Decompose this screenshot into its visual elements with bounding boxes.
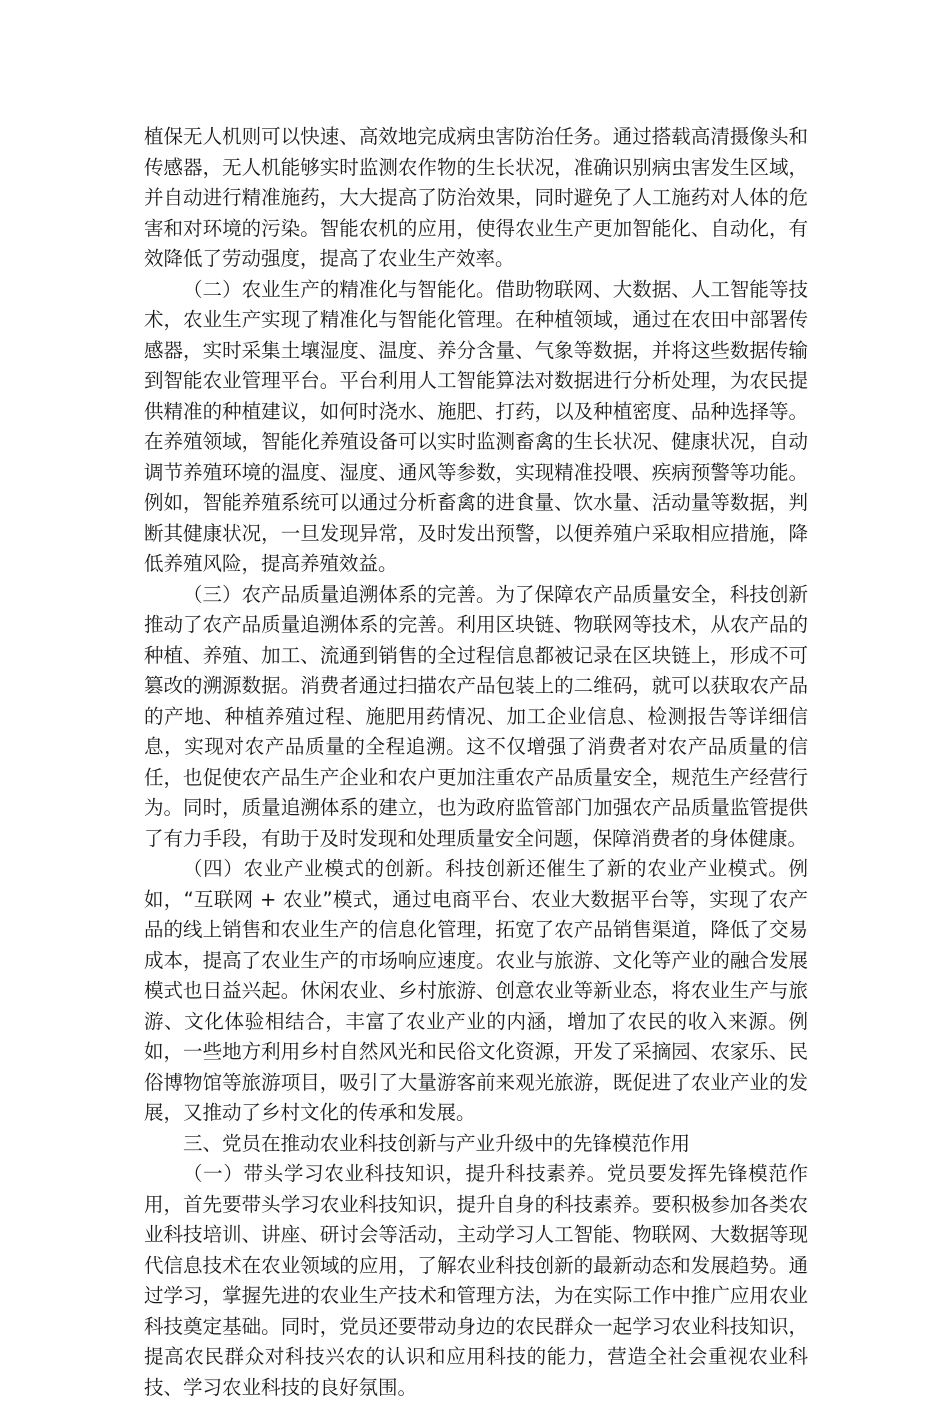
paragraph-precision-farming: （二）农业生产的精准化与智能化。借助物联网、大数据、人工智能等技术，农业生产实现了精准化与智能化管理。在种植领域，通过在农田中部署传感器，实时采集土壤湿度、温度、养分含量、气象等数据，并将这些数据传输到智能农业管理平台。平台利用人工智能算法对数据进行分析处理，为农民提供精准的种植建议，如何时浇水、施肥、打药，以及种植密度、品种选择等。在养殖领域，智能化养殖设备可以实时监测畜禽的生长状况、健康状况，自动调节养殖环境的温度、湿度、通风等参数，实现精准投喂、疾病预警等功能。例如，智能养殖系统可以通过分析畜禽的进食量、饮水量、活动量等数据，判断其健康状况，一旦发现异常，及时发出预警，以便养殖户采取相应措施，降低养殖风险，提高养殖效益。 — [144, 277, 808, 575]
paragraph-continuation: 植保无人机则可以快速、高效地完成病虫害防治任务。通过搭载高清摄像头和传感器，无人机能够实时监测农作物的生长状况，准确识别病虫害发生区域，并自动进行精准施药，大大提高了防治效果，同时避免了人工施药对人体的危害和对环境的污染。智能农机的应用，使得农业生产更加智能化、自动化，有效降低了劳动强度，提高了农业生产效率。 — [144, 125, 808, 270]
paragraph-party-study: （一）带头学习农业科技知识，提升科技素养。党员要发挥先锋模范作用，首先要带头学习农业科技知识，提升自身的科技素养。要积极参加各类农业科技培训、讲座、研讨会等活动，主动学习人工智能、物联网、大数据等现代信息技术在农业领域的应用，了解农业科技创新的最新动态和发展趋势。通过学习，掌握先进的农业生产技术和管理方法，为在实际工作中推广应用农业科技奠定基础。同时，党员还要带动身边的农民群众一起学习农业科技知识，提高农民群众对科技兴农的认识和应用科技的能力，营造全社会重视农业科技、学习农业科技的良好氛围。 — [144, 1162, 808, 1399]
section-heading: 三、党员在推动农业科技创新与产业升级中的先锋模范作用 — [183, 1131, 691, 1155]
paragraph-traceability: （三）农产品质量追溯体系的完善。为了保障农产品质量安全，科技创新推动了农产品质量追溯体系的完善。利用区块链、物联网等技术，从农产品的种植、养殖、加工、流通到销售的全过程信息都被记录在区块链上，形成不可篡改的溯源数据。消费者通过扫描农产品包装上的二维码，就可以获取农产品的产地、种植养殖过程、施肥用药情况、加工企业信息、检测报告等详细信息，实现对农产品质量的全程追溯。这不仅增强了消费者对农产品质量的信任，也促使农产品生产企业和农户更加注重农产品质量安全，规范生产经营行为。同时，质量追溯体系的建立，也为政府监管部门加强农产品质量监管提供了有力手段，有助于及时发现和处理质量安全问题，保障消费者的身体健康。 — [144, 582, 808, 850]
document-body — [144, 122, 808, 1403]
paragraph-industry-model: （四）农业产业模式的创新。科技创新还催生了新的农业产业模式。例如，“互联网 + 农业”模式，通过电商平台、农业大数据平台等，实现了农产品的线上销售和农业生产的信息化管理，拓宽了农产品销售渠道，降低了交易成本，提高了农业生产的市场响应速度。农业与旅游、文化等产业的融合发展模式也日益兴起。休闲农业、乡村旅游、创意农业等新业态，将农业生产与旅游、文化体验相结合，丰富了农业产业的内涵，增加了农民的收入来源。例如，一些地方利用乡村自然风光和民俗文化资源，开发了采摘园、农家乐、民俗博物馆等旅游项目，吸引了大量游客前来观光旅游，既促进了农业产业的发展，又推动了乡村文化的传承和发展。 — [144, 857, 808, 1124]
